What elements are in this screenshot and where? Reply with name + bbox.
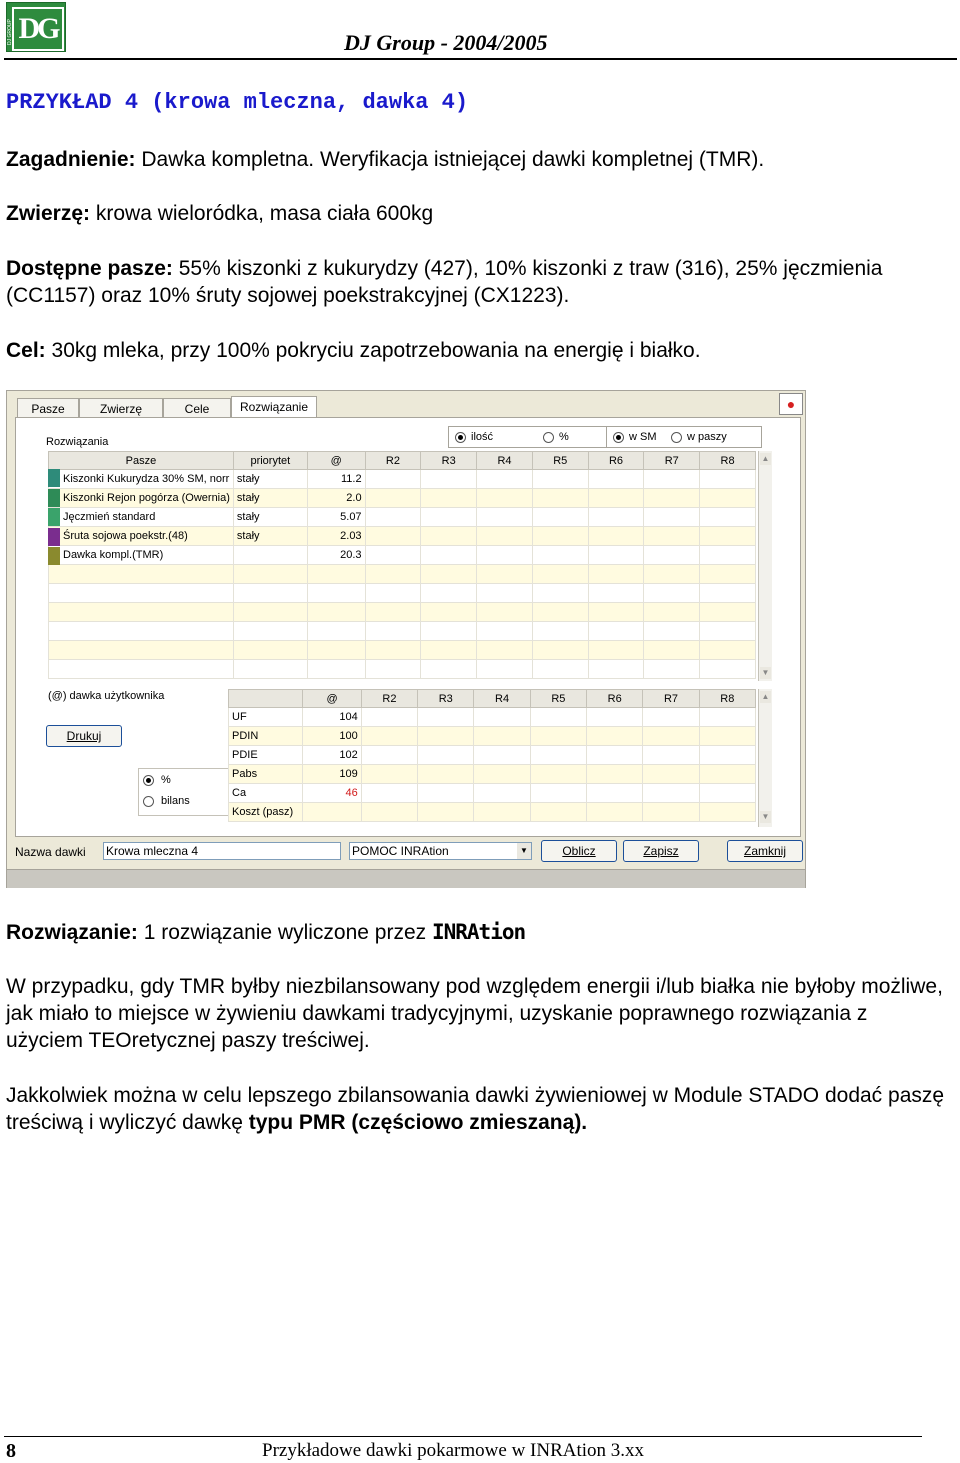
dj-group-logo xyxy=(6,2,66,52)
display-radio-group xyxy=(138,768,230,816)
feed-name: Jęczmień standard xyxy=(49,508,234,527)
feeds-header-cell[interactable]: priorytet xyxy=(233,452,307,470)
grid-cell xyxy=(49,660,234,679)
feed-value: 5.07 xyxy=(307,508,365,527)
grid-cell xyxy=(421,565,477,584)
grid-cell xyxy=(530,746,586,765)
grid-cell xyxy=(700,565,756,584)
issue-label: Zagadnienie: xyxy=(6,148,136,171)
grid-cell xyxy=(532,546,588,565)
grid-cell xyxy=(307,584,365,603)
nutrient-name: Pabs xyxy=(229,765,303,784)
grid-cell xyxy=(700,641,756,660)
nutrient-value: 100 xyxy=(303,727,361,746)
feed-name: Dawka kompl.(TMR) xyxy=(49,546,234,565)
grid-cell xyxy=(532,527,588,546)
radio-dm-label: w SM xyxy=(629,431,657,443)
feed-value: 2.0 xyxy=(307,489,365,508)
solution-brand: INRAtion xyxy=(431,920,526,944)
grid-cell xyxy=(700,660,756,679)
nutrient-header-cell[interactable]: R4 xyxy=(474,690,530,708)
solution-paragraph xyxy=(6,919,946,946)
scroll-down-icon[interactable]: ▼ xyxy=(761,812,770,821)
example-title: PRZYKŁAD 4 (krowa mleczna, dawka 4) xyxy=(6,90,469,115)
grid-cell xyxy=(477,489,533,508)
nutrient-row[interactable] xyxy=(229,784,756,803)
paragraph-2-text: Jakkolwiek można w celu lepszego zbilansowania dawki żywieniowej w Module STADO dodać paszę treściwą i wyliczyć dawkę xyxy=(6,1084,945,1134)
grid-cell xyxy=(361,727,417,746)
feed-color-swatch xyxy=(48,528,60,546)
grid-cell xyxy=(307,565,365,584)
grid-cell xyxy=(587,784,643,803)
grid-cell xyxy=(700,584,756,603)
feeds-grid-wrapper xyxy=(48,451,772,681)
solution-label: Rozwiązanie: xyxy=(6,921,138,944)
radio-dm[interactable] xyxy=(613,432,624,443)
grid-cell xyxy=(365,508,421,527)
nutrient-grid xyxy=(228,689,756,822)
grid-cell xyxy=(530,765,586,784)
grid-cell xyxy=(477,660,533,679)
radio-qty[interactable] xyxy=(455,432,466,443)
feeds-header-cell[interactable]: R5 xyxy=(532,452,588,470)
header-divider xyxy=(4,58,957,60)
grid-cell xyxy=(699,784,755,803)
feed-color-swatch xyxy=(48,489,60,507)
nutrient-name: Ca xyxy=(229,784,303,803)
grid-cell xyxy=(532,603,588,622)
paragraph-2 xyxy=(6,1082,946,1136)
grid-cell xyxy=(477,641,533,660)
scroll-up-icon[interactable]: ▲ xyxy=(761,454,770,463)
scroll-down-icon[interactable]: ▼ xyxy=(761,668,770,677)
feed-color-swatch xyxy=(48,508,60,526)
grid-cell xyxy=(699,727,755,746)
help-select[interactable] xyxy=(349,842,532,860)
nutrient-value xyxy=(303,803,361,822)
grid-cell xyxy=(421,622,477,641)
grid-cell xyxy=(421,508,477,527)
feeds-header-cell[interactable]: Pasze xyxy=(49,452,234,470)
grid-cell xyxy=(643,708,699,727)
grid-cell xyxy=(644,470,700,489)
radio-qty-label: ilość xyxy=(471,431,494,443)
feed-name: Kiszonki Rejon pogórza (Owernia) xyxy=(49,489,234,508)
save-button[interactable]: Zapisz xyxy=(623,840,699,862)
grid-cell xyxy=(588,584,644,603)
feed-row[interactable] xyxy=(49,565,756,584)
grid-cell xyxy=(418,708,474,727)
ration-name-label: Nazwa dawki xyxy=(15,845,86,859)
footer-divider xyxy=(4,1436,922,1437)
grid-cell xyxy=(532,622,588,641)
feed-name: Śruta sojowa poekstr.(48) xyxy=(49,527,234,546)
grid-cell xyxy=(643,765,699,784)
grid-cell xyxy=(530,784,586,803)
feed-row[interactable] xyxy=(49,603,756,622)
tab-pasze[interactable]: Pasze xyxy=(17,398,79,418)
basis-radio-group xyxy=(606,426,762,448)
grid-cell xyxy=(699,803,755,822)
grid-cell xyxy=(361,708,417,727)
status-bar xyxy=(7,869,805,888)
grid-cell xyxy=(474,765,530,784)
grid-cell xyxy=(700,489,756,508)
grid-cell xyxy=(418,784,474,803)
feed-row[interactable] xyxy=(49,584,756,603)
grid-cell xyxy=(307,641,365,660)
feed-name: Kiszonki Kukurydza 30% SM, norr xyxy=(49,470,234,489)
goal-text: 30kg mleka, przy 100% pokryciu zapotrzebowania na energię i białko. xyxy=(45,339,701,362)
feeds-header-cell[interactable]: R3 xyxy=(421,452,477,470)
grid-cell xyxy=(588,489,644,508)
grid-cell xyxy=(477,527,533,546)
help-globe-icon[interactable]: ● xyxy=(779,393,803,415)
nutrient-value: 104 xyxy=(303,708,361,727)
feed-color-swatch xyxy=(48,469,60,487)
grid-cell xyxy=(421,660,477,679)
animal-text: krowa wieloródka, masa ciała 600kg xyxy=(90,202,434,225)
feeds-label: Dostępne pasze: xyxy=(6,257,173,280)
grid-cell xyxy=(700,546,756,565)
animal-label: Zwierzę: xyxy=(6,202,91,225)
nutrient-value: 102 xyxy=(303,746,361,765)
goal-paragraph xyxy=(6,337,946,364)
feed-value: 2.03 xyxy=(307,527,365,546)
grid-cell xyxy=(233,584,307,603)
solution-text: 1 rozwiązanie wyliczone przez xyxy=(137,921,432,944)
grid-cell xyxy=(588,660,644,679)
nutrient-value: 46 xyxy=(303,784,361,803)
grid-cell xyxy=(421,603,477,622)
feed-row[interactable] xyxy=(49,508,756,527)
grid-cell xyxy=(307,603,365,622)
feed-priority: stały xyxy=(233,470,307,489)
feed-color-swatch xyxy=(48,547,60,565)
nutrient-row[interactable] xyxy=(229,727,756,746)
nutrient-row[interactable] xyxy=(229,803,756,822)
feeds-grid-scrollbar[interactable] xyxy=(758,451,772,681)
grid-cell xyxy=(233,603,307,622)
feed-priority: stały xyxy=(233,508,307,527)
grid-cell xyxy=(418,765,474,784)
grid-cell xyxy=(644,584,700,603)
radio-feed-label: w paszy xyxy=(687,431,727,443)
grid-cell xyxy=(365,660,421,679)
grid-cell xyxy=(588,546,644,565)
grid-cell xyxy=(365,603,421,622)
feed-row[interactable] xyxy=(49,527,756,546)
grid-cell xyxy=(361,803,417,822)
nutrient-header-cell[interactable]: R6 xyxy=(587,690,643,708)
grid-cell xyxy=(644,508,700,527)
grid-cell xyxy=(532,584,588,603)
grid-cell xyxy=(532,508,588,527)
chevron-down-icon[interactable]: ▼ xyxy=(517,843,531,859)
grid-cell xyxy=(532,641,588,660)
issue-text: Dawka kompletna. Weryfikacja istniejącej dawki kompletnej (TMR). xyxy=(135,148,765,171)
section-label: Rozwiązania xyxy=(46,436,109,448)
nutrient-value: 109 xyxy=(303,765,361,784)
page-number: 8 xyxy=(6,1440,16,1462)
grid-cell xyxy=(421,470,477,489)
grid-cell xyxy=(477,546,533,565)
grid-cell xyxy=(361,746,417,765)
grid-cell xyxy=(644,641,700,660)
grid-cell xyxy=(530,708,586,727)
feed-priority xyxy=(233,546,307,565)
grid-cell xyxy=(233,660,307,679)
grid-cell xyxy=(644,546,700,565)
grid-cell xyxy=(532,660,588,679)
inration-window xyxy=(6,390,806,888)
feed-priority: stały xyxy=(233,527,307,546)
help-select-value: POMOC INRAtion xyxy=(352,844,449,858)
radio-pct-label: % xyxy=(559,431,569,443)
grid-cell xyxy=(365,641,421,660)
grid-cell xyxy=(365,546,421,565)
grid-cell xyxy=(643,746,699,765)
grid-cell xyxy=(421,584,477,603)
grid-cell xyxy=(365,622,421,641)
radio-pct[interactable] xyxy=(543,432,554,443)
feed-row[interactable] xyxy=(49,660,756,679)
grid-cell xyxy=(532,470,588,489)
grid-cell xyxy=(477,565,533,584)
grid-cell xyxy=(643,784,699,803)
issue-paragraph xyxy=(6,146,946,173)
grid-cell xyxy=(587,746,643,765)
grid-cell xyxy=(587,708,643,727)
grid-cell xyxy=(365,565,421,584)
solution-panel xyxy=(15,417,801,837)
nutrient-header-cell[interactable]: R2 xyxy=(361,690,417,708)
grid-cell xyxy=(418,803,474,822)
grid-cell xyxy=(644,603,700,622)
grid-cell xyxy=(474,803,530,822)
close-button[interactable]: Zamknij xyxy=(727,840,803,862)
grid-cell xyxy=(233,622,307,641)
grid-cell xyxy=(233,565,307,584)
tab-zwierze[interactable]: Zwierzę xyxy=(79,398,163,418)
nutrient-header-cell[interactable]: R5 xyxy=(530,690,586,708)
grid-cell xyxy=(699,708,755,727)
grid-cell xyxy=(474,708,530,727)
feeds-header-cell[interactable]: @ xyxy=(307,452,365,470)
grid-cell xyxy=(532,489,588,508)
grid-cell xyxy=(365,584,421,603)
nutrient-grid-scrollbar[interactable] xyxy=(758,689,772,827)
paragraph-2-bold: typu PMR (częściowo zmieszaną). xyxy=(248,1111,588,1134)
grid-cell xyxy=(233,641,307,660)
feeds-text: 55% kiszonki z kukurydzy (427), 10% kiszonki z traw (316), 25% jęczmienia (CC1157) oraz 10% śruty sojowej poekstrakcyjnej (CX1223). xyxy=(6,257,883,307)
footer-text: Przykładowe dawki pokarmowe w INRAtion 3.xx xyxy=(262,1440,645,1461)
nutrient-header-cell[interactable] xyxy=(229,690,303,708)
grid-cell xyxy=(477,584,533,603)
grid-cell xyxy=(699,765,755,784)
grid-cell xyxy=(49,565,234,584)
feed-value: 11.2 xyxy=(307,470,365,489)
grid-cell xyxy=(587,727,643,746)
grid-cell xyxy=(307,660,365,679)
grid-cell xyxy=(530,803,586,822)
grid-cell xyxy=(644,660,700,679)
grid-cell xyxy=(421,641,477,660)
grid-cell xyxy=(365,489,421,508)
tab-cele[interactable]: Cele xyxy=(163,398,231,418)
unit-radio-group xyxy=(448,426,608,448)
grid-cell xyxy=(588,470,644,489)
paragraph-1: W przypadku, gdy TMR byłby niezbilansowany pod względem energii i/lub białka nie byłoby możliwe, jak miało to miejsce w żywieniu dawkami tradycyjnymi, uzyskanie poprawnego rozwiązania z użyciem TEOretycznej paszy treściwej. xyxy=(6,975,943,1052)
logo-side-text: DJ GROUP xyxy=(7,19,13,45)
grid-cell xyxy=(421,546,477,565)
feed-priority: stały xyxy=(233,489,307,508)
grid-cell xyxy=(588,565,644,584)
grid-cell xyxy=(700,603,756,622)
grid-cell xyxy=(530,727,586,746)
grid-cell xyxy=(644,527,700,546)
feed-value: 20.3 xyxy=(307,546,365,565)
nutrient-grid-header xyxy=(229,690,756,708)
feeds-header-cell[interactable]: R4 xyxy=(477,452,533,470)
grid-cell xyxy=(477,603,533,622)
nutrient-header-cell[interactable]: R3 xyxy=(418,690,474,708)
grid-cell xyxy=(587,803,643,822)
grid-cell xyxy=(588,641,644,660)
feed-row[interactable] xyxy=(49,489,756,508)
feeds-header-cell[interactable]: R7 xyxy=(644,452,700,470)
grid-cell xyxy=(588,622,644,641)
feed-row[interactable] xyxy=(49,641,756,660)
nutrient-row[interactable] xyxy=(229,765,756,784)
grid-cell xyxy=(644,622,700,641)
animal-paragraph xyxy=(6,200,946,227)
grid-cell xyxy=(587,765,643,784)
nutrient-name: PDIE xyxy=(229,746,303,765)
grid-cell xyxy=(49,622,234,641)
grid-cell xyxy=(421,527,477,546)
grid-cell xyxy=(49,603,234,622)
grid-cell xyxy=(474,784,530,803)
feeds-header-cell[interactable]: R6 xyxy=(588,452,644,470)
grid-cell xyxy=(418,746,474,765)
feeds-header-cell[interactable]: R8 xyxy=(700,452,756,470)
nutrient-row[interactable] xyxy=(229,708,756,727)
grid-cell xyxy=(361,765,417,784)
grid-cell xyxy=(474,746,530,765)
nutrient-header-cell[interactable]: R8 xyxy=(699,690,755,708)
feeds-grid xyxy=(48,451,756,679)
radio-percent-label: % xyxy=(161,774,171,786)
feed-row[interactable] xyxy=(49,622,756,641)
grid-cell xyxy=(588,508,644,527)
feeds-paragraph xyxy=(6,255,946,309)
radio-balance-label: bilans xyxy=(161,795,190,807)
ration-name-input[interactable]: Krowa mleczna 4 xyxy=(103,842,341,860)
grid-cell xyxy=(588,603,644,622)
grid-cell xyxy=(644,565,700,584)
grid-cell xyxy=(700,470,756,489)
grid-cell xyxy=(361,784,417,803)
nutrient-name: Koszt (pasz) xyxy=(229,803,303,822)
feed-row[interactable] xyxy=(49,470,756,489)
grid-cell xyxy=(700,527,756,546)
grid-cell xyxy=(643,803,699,822)
header-title: DJ Group - 2004/2005 xyxy=(344,30,548,55)
grid-cell xyxy=(474,727,530,746)
grid-cell xyxy=(49,584,234,603)
grid-cell xyxy=(643,727,699,746)
grid-cell xyxy=(477,508,533,527)
tab-rozwiazanie[interactable]: Rozwiązanie xyxy=(231,396,317,419)
grid-cell xyxy=(588,527,644,546)
grid-cell xyxy=(699,746,755,765)
grid-cell xyxy=(644,489,700,508)
grid-cell xyxy=(421,489,477,508)
nutrient-name: PDIN xyxy=(229,727,303,746)
radio-balance[interactable] xyxy=(143,796,154,807)
nutrient-row[interactable] xyxy=(229,746,756,765)
grid-cell xyxy=(477,470,533,489)
grid-cell xyxy=(532,565,588,584)
radio-percent[interactable] xyxy=(143,775,154,786)
calculate-button[interactable]: Oblicz xyxy=(541,840,617,862)
grid-cell xyxy=(418,727,474,746)
logo-text: DG xyxy=(12,7,64,51)
feeds-grid-header xyxy=(49,452,756,470)
feeds-header-cell[interactable]: R2 xyxy=(365,452,421,470)
user-ration-label: (@) dawka użytkownika xyxy=(48,690,165,702)
feed-row[interactable] xyxy=(49,546,756,565)
grid-cell xyxy=(49,641,234,660)
scroll-up-icon[interactable]: ▲ xyxy=(761,692,770,701)
goal-label: Cel: xyxy=(6,339,46,362)
grid-cell xyxy=(365,470,421,489)
grid-cell xyxy=(307,622,365,641)
grid-cell xyxy=(700,622,756,641)
grid-cell xyxy=(477,622,533,641)
grid-cell xyxy=(365,527,421,546)
nutrient-name: UF xyxy=(229,708,303,727)
nutrient-grid-wrapper xyxy=(228,689,772,827)
print-button[interactable]: Drukuj xyxy=(46,725,122,747)
grid-cell xyxy=(700,508,756,527)
nutrient-header-cell[interactable]: @ xyxy=(303,690,361,708)
nutrient-header-cell[interactable]: R7 xyxy=(643,690,699,708)
radio-feed[interactable] xyxy=(671,432,682,443)
